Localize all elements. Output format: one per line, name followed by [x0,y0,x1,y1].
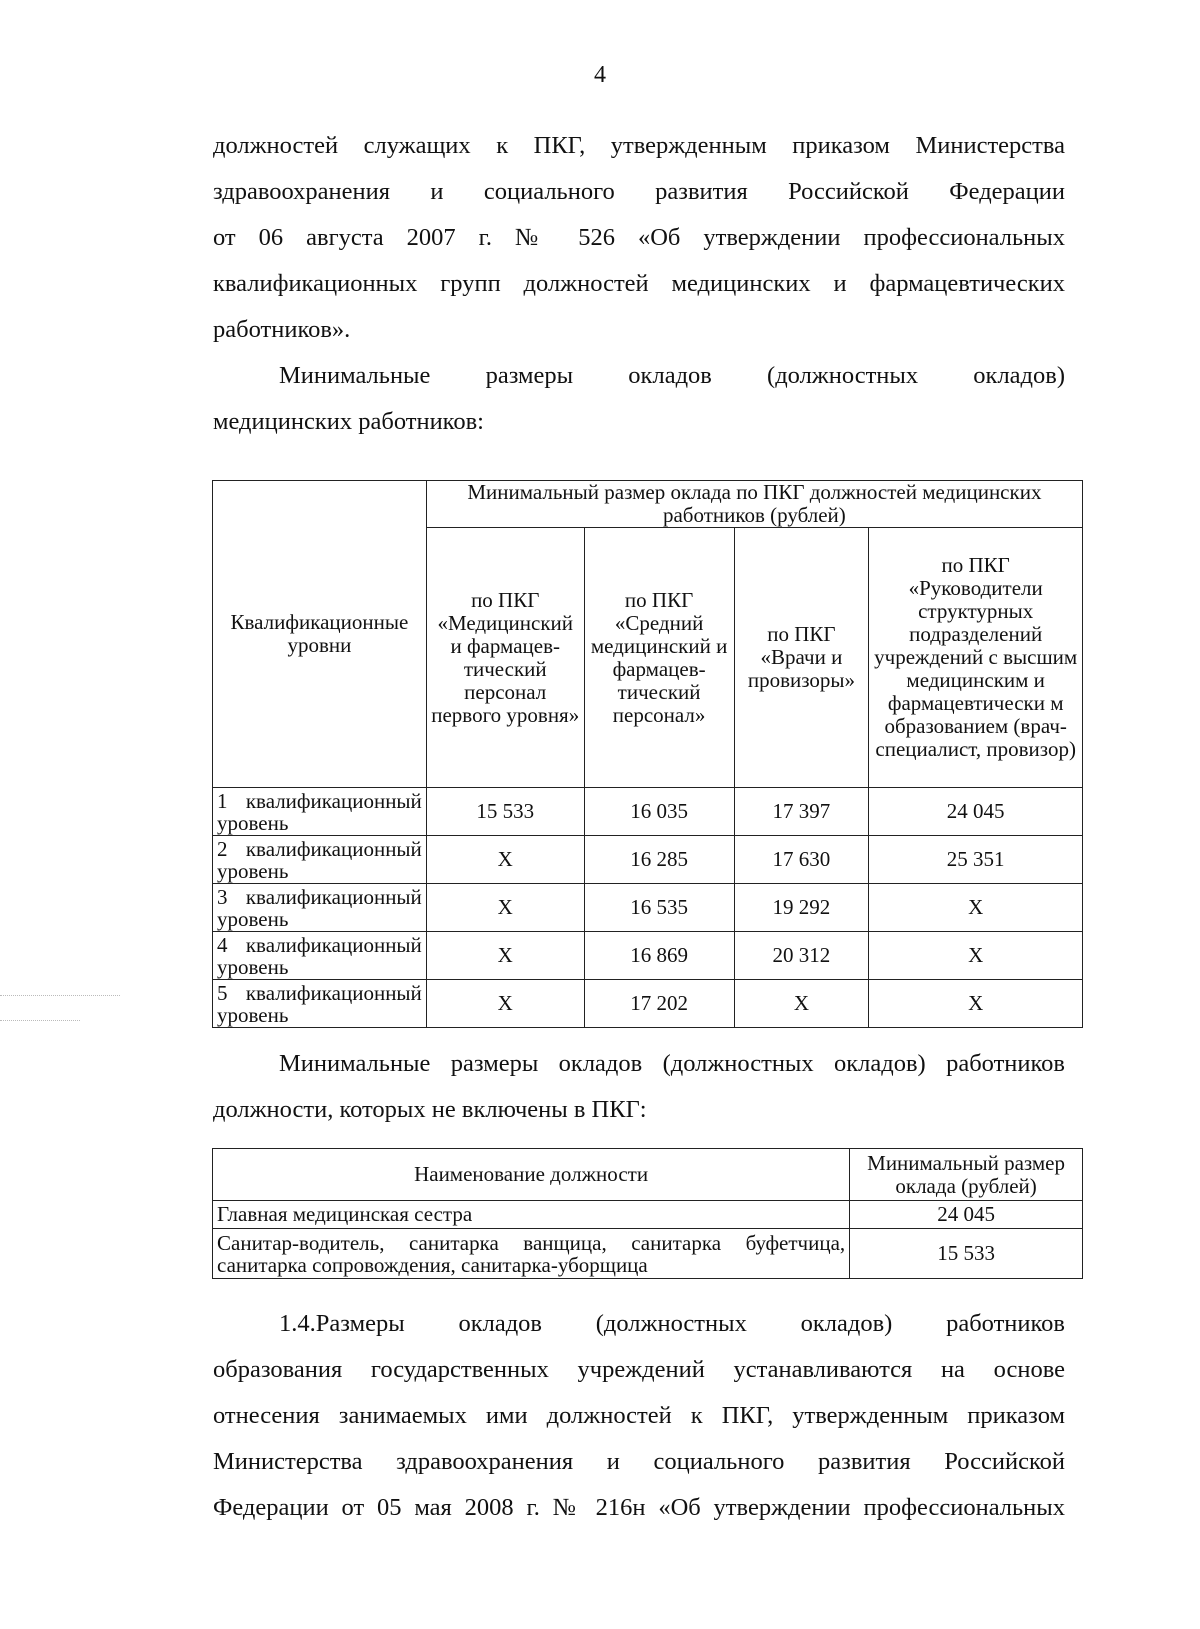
table-row [213,1201,1083,1229]
value-cell: 16 035 [584,788,734,836]
salary-cell: 24 045 [850,1201,1083,1229]
text-line: отнесения занимаемых ими должностей к ПКГ, утвержденным приказом [213,1402,1065,1429]
level-cell: 2 квалификационный уровень [213,836,427,884]
table-row [213,980,1083,1028]
value-cell: Х [869,932,1083,980]
scan-artifact [0,995,120,996]
text-line: должностей служащих к ПКГ, утвержденным приказом Министерства [213,132,1065,159]
value-cell: 20 312 [734,932,869,980]
value-cell: 25 351 [869,836,1083,884]
value-cell: 16 535 [584,884,734,932]
text-line: квалификационных групп должностей медицинских и фармацевтических [213,270,1065,297]
text-line: Министерства здравоохранения и социального развития Российской [213,1448,1065,1475]
level-cell: 3 квалификационный уровень [213,884,427,932]
text-line: здравоохранения и социального развития Российской Федерации [213,178,1065,205]
value-cell: 16 285 [584,836,734,884]
value-cell: 24 045 [869,788,1083,836]
value-cell: Х [869,980,1083,1028]
table-row [213,932,1083,980]
page-number: 4 [594,62,606,88]
value-cell: Х [426,884,584,932]
scan-artifact [0,1020,80,1021]
value-cell: 15 533 [426,788,584,836]
header-position: Наименование должности [213,1149,850,1201]
text-line: Минимальные размеры окладов (должностных окладов) работников [279,1050,1065,1077]
column-header: по ПКГ «Средний медицинский и фармацев-тический персонал» [584,528,734,788]
value-cell: Х [426,980,584,1028]
text-line: от 06 августа 2007 г. № 526 «Об утверждении профессиональных [213,224,1065,251]
medical-salary-table [212,480,1083,1028]
level-cell: 4 квалификационный уровень [213,932,427,980]
position-cell: Санитар-водитель, санитарка ванщица, санитарка буфетчица, санитарка сопровождения, санитарка-уборщица [213,1229,850,1279]
value-cell: Х [426,836,584,884]
table-row [213,836,1083,884]
column-header: по ПКГ «Руководители структурных подразделений учреждений с высшим медицинским и фармацевтически м образованием (врач-специалист, провизор) [869,528,1083,788]
position-cell: Главная медицинская сестра [213,1201,850,1229]
salary-cell: 15 533 [850,1229,1083,1279]
positions-salary-table [212,1148,1083,1279]
value-cell: Х [426,932,584,980]
text-line: 1.4.Размеры окладов (должностных окладов) работников [279,1310,1065,1337]
text-line: образования государственных учреждений устанавливаются на основе [213,1356,1065,1383]
value-cell: Х [734,980,869,1028]
text-line: работников». [213,316,351,343]
table-row [213,1229,1083,1279]
text-line: медицинских работников: [213,408,484,435]
value-cell: 16 869 [584,932,734,980]
value-cell: Х [869,884,1083,932]
level-cell: 5 квалификационный уровень [213,980,427,1028]
value-cell: 17 630 [734,836,869,884]
column-header: по ПКГ «Медицинский и фармацев-тический персонал первого уровня» [426,528,584,788]
text-line: Федерации от 05 мая 2008 г. № 216н «Об утверждении профессиональных [213,1494,1065,1521]
header-salary: Минимальный размер оклада (рублей) [850,1149,1083,1201]
row-header-qualification-levels: Квалификационные уровни [213,481,427,788]
group-header: Минимальный размер оклада по ПКГ должностей медицинских работников (рублей) [426,481,1082,528]
table-row [213,788,1083,836]
table-row [213,884,1083,932]
value-cell: 17 202 [584,980,734,1028]
value-cell: 19 292 [734,884,869,932]
text-line: должности, которых не включены в ПКГ: [213,1096,647,1123]
value-cell: 17 397 [734,788,869,836]
column-header: по ПКГ «Врачи и провизоры» [734,528,869,788]
text-line: Минимальные размеры окладов (должностных окладов) [279,362,1065,389]
level-cell: 1 квалификационный уровень [213,788,427,836]
